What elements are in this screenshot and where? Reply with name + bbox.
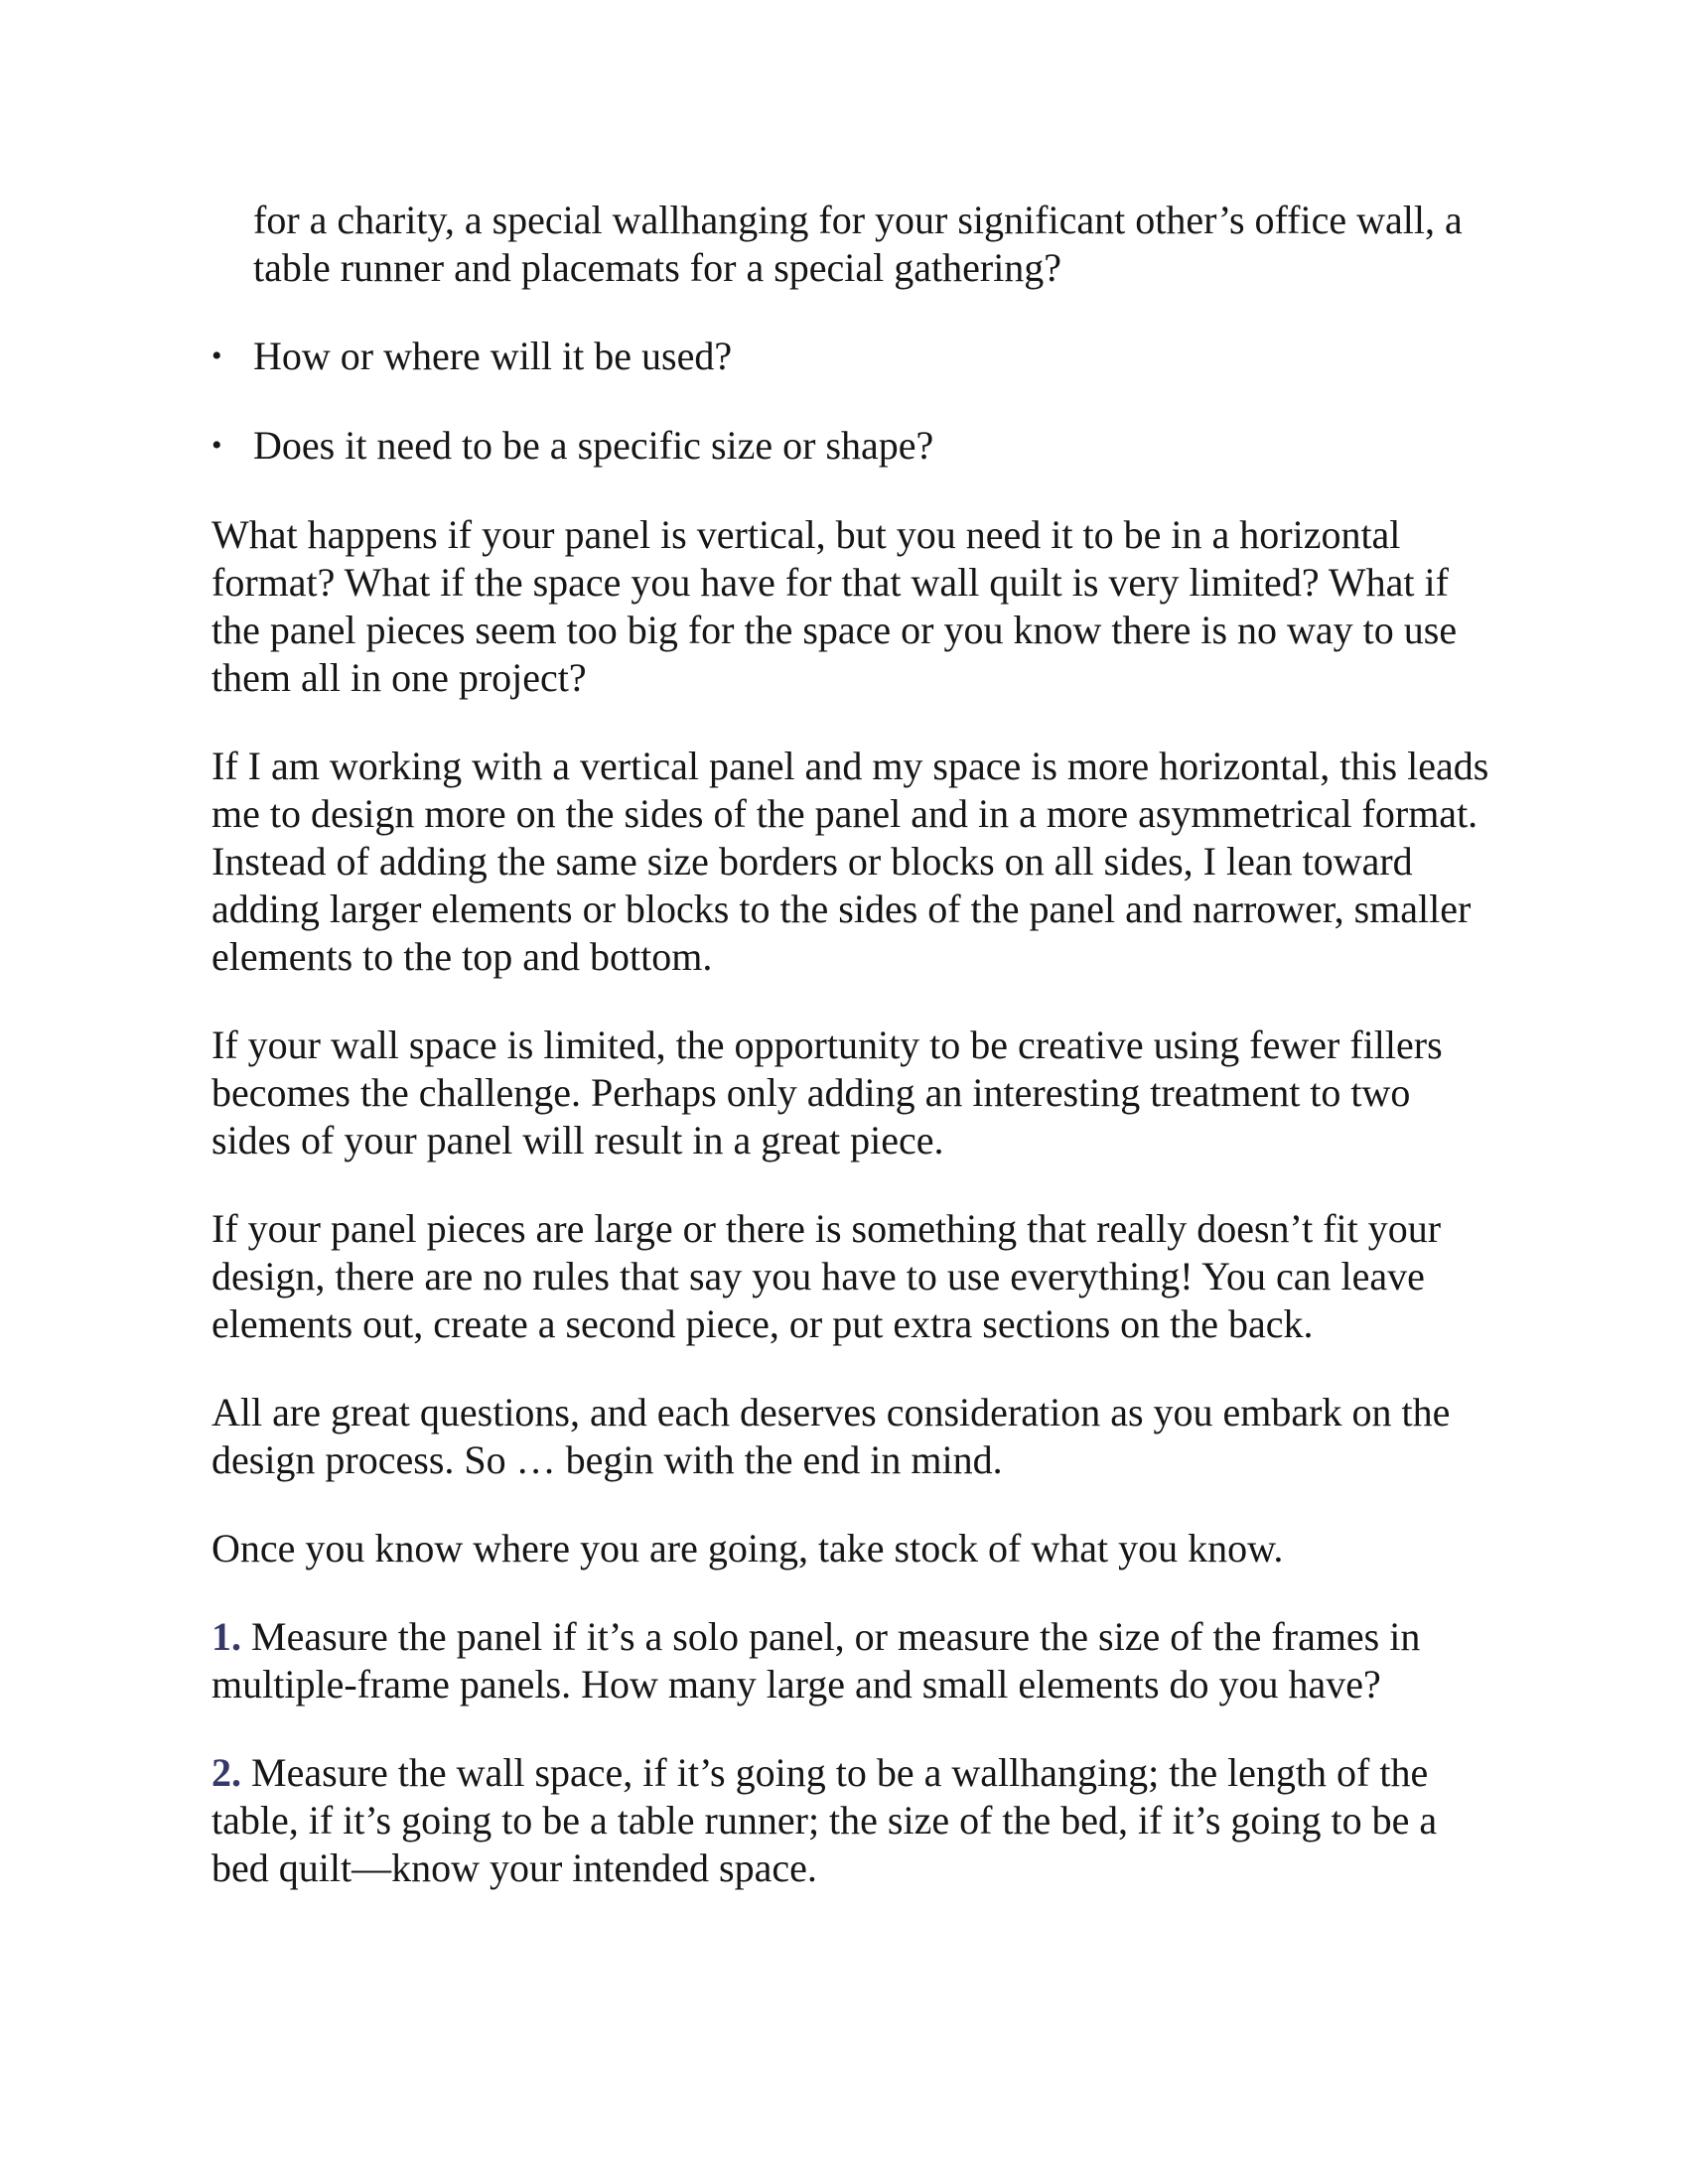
body-paragraph: Once you know where you are going, take stock of what you know.	[211, 1526, 1284, 1570]
bullet-item	[211, 422, 1492, 470]
step-number: 2.	[211, 1750, 241, 1795]
body-paragraph: If I am working with a vertical panel and my space is more horizontal, this leads me to design more on the sides of the panel and in a more asymmetrical format. Instead of adding the same size borders or blocks on all sides, I lean toward adding larger elements or blocks to the sides of the panel and narrower, smaller elements to the top and bottom.	[211, 744, 1489, 979]
numbered-step	[211, 1613, 1492, 1708]
step-text: Measure the panel if it’s a solo panel, or measure the size of the frames in multiple-frame panels. How many large and small elements do you have?	[211, 1614, 1421, 1706]
bullet-marker: •	[211, 429, 222, 462]
body-paragraph: All are great questions, and each deserves consideration as you embark on the design process. So … begin with the end in mind.	[211, 1390, 1451, 1482]
body-paragraph: If your panel pieces are large or there is something that really doesn’t fit your design, there are no rules that say you have to use everything! You can leave elements out, create a second piece, or put extra sections on the back.	[211, 1206, 1442, 1346]
numbered-step	[211, 1749, 1492, 1892]
document-body	[211, 197, 1492, 1933]
bullet-text: How or where will it be used?	[253, 334, 733, 378]
bullet-item	[211, 333, 1492, 380]
bullet-marker: •	[211, 340, 222, 372]
step-number: 1.	[211, 1614, 241, 1659]
body-paragraph: What happens if your panel is vertical, but you need it to be in a horizontal format? What if the space you have for that wall quilt is very limited? What if the panel pieces seem too big for the space or you know there is no way to use them all in one project?	[211, 512, 1458, 700]
continued-list-text: for a charity, a special wallhanging for your significant other’s office wall, a table runner and placemats for a special gathering?	[253, 198, 1463, 290]
body-paragraph: If your wall space is limited, the opportunity to be creative using fewer fillers becomes the challenge. Perhaps only adding an interesting treatment to two sides of your panel will result in a great piece.	[211, 1023, 1443, 1162]
bullet-text: Does it need to be a specific size or shape?	[253, 423, 934, 468]
step-text: Measure the wall space, if it’s going to be a wallhanging; the length of the table, if it’s going to be a table runner; the size of the bed, if it’s going to be a bed quilt—know your intended space.	[211, 1750, 1438, 1890]
